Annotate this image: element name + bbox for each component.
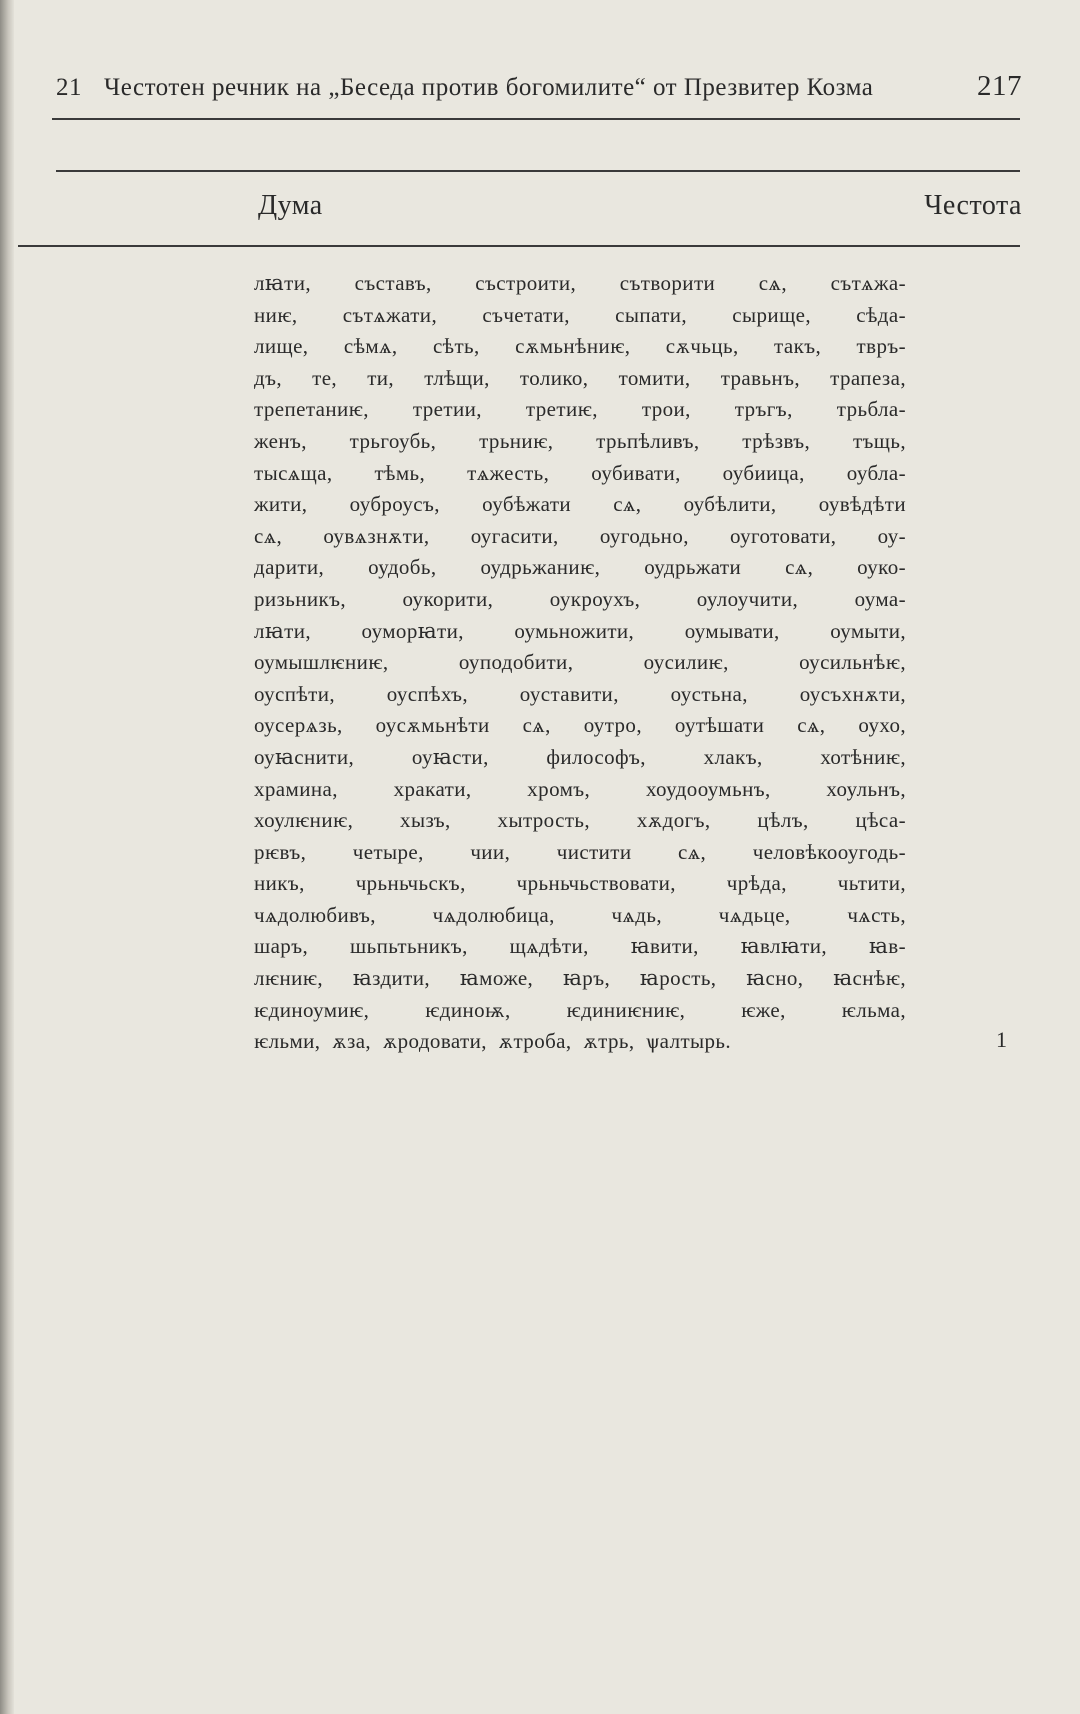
word-list-line: оуꙗснити, оуꙗсти, философъ, хлакъ, хотѣниѥ,	[254, 744, 906, 769]
page-number: 217	[977, 70, 1022, 102]
word-list-line: храмина, хракати, хромъ, хоудооумьнъ, хоульнъ,	[254, 776, 906, 801]
chapter-number: 21	[56, 74, 82, 101]
word-list-line: лище, сѣмѧ, сѣть, сѫмьнѣниѥ, сѫчьць, такъ, твръ-	[254, 334, 906, 359]
word-list-line: жити, оуброусъ, оубѣжати сѧ, оубѣлити, оувѣдѣти	[254, 492, 906, 517]
word-list-line: сѧ, оувѧзнѫти, оугасити, оугодьно, оуготовати, оу-	[254, 523, 906, 548]
word-list-line: оумышлѥниѥ, оуподобити, оусилиѥ, оусильнѣѥ,	[254, 650, 906, 675]
column-header-frequency: Честота	[924, 190, 1022, 221]
column-header-word: Дума	[258, 190, 323, 221]
word-list-line: ѥдиноумиѥ, ѥдиноѭ, ѥдиниѥниѥ, ѥже, ѥльма,	[254, 997, 906, 1022]
word-list-line: дъ, те, ти, тлѣщи, толико, томити, травьнъ, трапеза,	[254, 365, 906, 390]
word-list-line: никъ, чрьньчьскъ, чрьньчьствовати, чрѣда, чьтити,	[254, 871, 906, 896]
word-list-line: трепетаниѥ, третии, третиѥ, трои, тръгъ, трьбла-	[254, 397, 906, 422]
word-list-line: рѥвъ, четыре, чии, чистити сѧ, человѣкооугодь-	[254, 839, 906, 864]
table-header-rule	[18, 245, 1020, 247]
running-head-title: Честотен речник на „Беседа против богомилите“ от Презвитер Козма	[104, 74, 874, 101]
word-list-line: лꙗти, съставъ, състроити, сътворити сѧ, сътѧжа-	[254, 271, 906, 295]
running-head-rule	[52, 118, 1020, 120]
word-list-entry	[254, 268, 906, 1058]
word-list-line: ризьникъ, оукорити, оукроухъ, оулоучити, оума-	[254, 586, 906, 611]
word-list-line: оуспѣти, оуспѣхъ, оуставити, оустьна, оусъхнѫти,	[254, 681, 906, 706]
table-top-rule	[56, 170, 1020, 172]
word-list-line: ниѥ, сътѧжати, съчетати, сыпати, сырище, сѣда-	[254, 302, 906, 327]
word-list-line: тысѧща, тѣмь, тѧжесть, оубивати, оубиица, оубла-	[254, 460, 906, 485]
word-list-line: женъ, трьгоубь, трьниѥ, трьпѣливъ, трѣзвъ, тъщь,	[254, 428, 906, 453]
book-binding-edge	[0, 0, 14, 1714]
word-list-line: лꙗти, оуморꙗти, оумьножити, оумывати, оумыти,	[254, 618, 906, 643]
frequency-value: 1	[996, 1027, 1007, 1052]
word-list-line: ѥльми, ѫза, ѫродовати, ѫтроба, ѫтрь, ѱалтырь.	[254, 1029, 732, 1054]
word-list-line: оусерѧзь, оусѫмьнѣти сѧ, оутро, оутѣшати сѧ, оухо,	[254, 713, 906, 738]
word-list-line: лѥниѥ, ꙗздити, ꙗможе, ꙗръ, ꙗрость, ꙗсно, ꙗснѣѥ,	[254, 966, 906, 991]
word-list-line: шаръ, шьпьтьникъ, щѧдѣти, ꙗвити, ꙗвлꙗти, ꙗв-	[254, 934, 906, 959]
word-list-line: хоулѥниѥ, хызъ, хытрость, хѫдогъ, цѣлъ, цѣса-	[254, 808, 906, 833]
word-list-line: дарити, оудобь, оудрьжаниѥ, оудрьжати сѧ, оуко-	[254, 555, 906, 580]
word-list-line: чѧдолюбивъ, чѧдолюбица, чѧдь, чѧдьце, чѧсть,	[254, 902, 906, 927]
